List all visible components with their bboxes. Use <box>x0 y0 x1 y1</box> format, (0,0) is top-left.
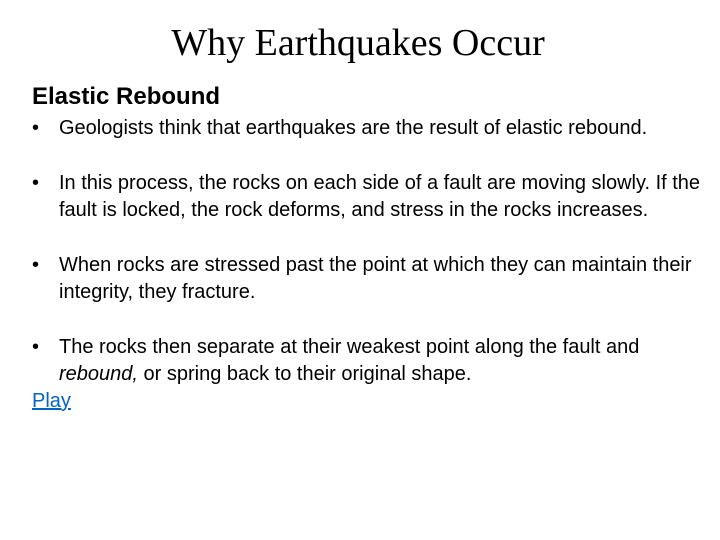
bullet-text-before: The rocks then separate at their weakest point along the fault and <box>59 336 640 358</box>
bullet-text-after: or spring back to their original shape. <box>137 363 472 385</box>
bullet-item-3 <box>32 252 702 306</box>
bullet-text: Geologists think that earthquakes are the result of elastic rebound. <box>59 117 648 139</box>
play-link[interactable]: Play <box>32 390 71 412</box>
bullet-icon: • <box>32 336 40 358</box>
bullet-item-1 <box>32 115 702 142</box>
bullet-text: When rocks are stressed past the point at which they can maintain their integrity, they fracture. <box>59 254 692 303</box>
bullet-icon: • <box>32 172 40 194</box>
bullet-item-4 <box>32 334 702 415</box>
bullet-icon: • <box>32 117 40 139</box>
slide-subtitle: Elastic Rebound <box>32 83 221 110</box>
slide-title: Why Earthquakes Occur <box>171 22 545 64</box>
bullet-icon: • <box>32 254 40 276</box>
bullet-item-2 <box>32 170 702 224</box>
bullet-text: In this process, the rocks on each side of a fault are moving slowly. If the fault is locked, the rock deforms, and stress in the rocks increases. <box>59 172 701 221</box>
bullet-text-emphasis: rebound, <box>59 363 138 385</box>
bullet-list <box>32 115 702 415</box>
